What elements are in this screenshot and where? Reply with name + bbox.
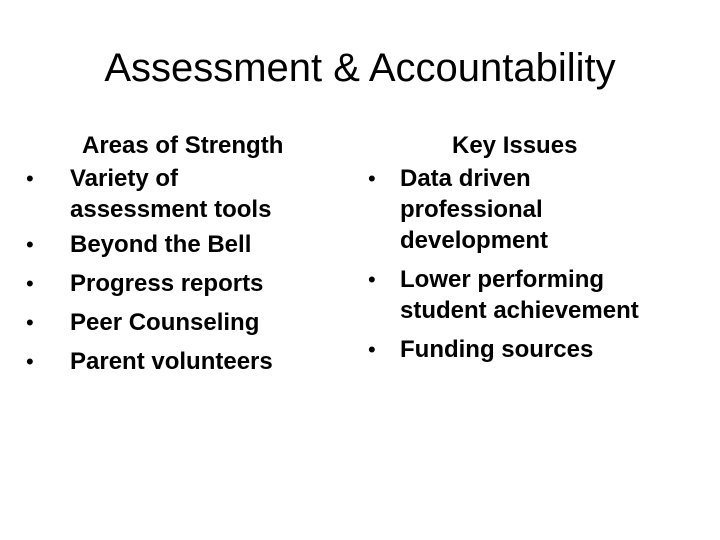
list-item (26, 229, 326, 260)
bullet-icon: • (368, 267, 376, 292)
bullet-icon: • (26, 349, 34, 374)
bullet-icon: • (26, 310, 34, 335)
issue-item-text: Data driven professional development (400, 165, 549, 254)
bullet-icon: • (26, 232, 34, 257)
list-item (26, 163, 326, 225)
list-item (26, 268, 326, 299)
issue-item-text: Funding sources (400, 336, 594, 363)
list-item (368, 264, 706, 326)
strengths-column (26, 130, 326, 387)
bullet-icon: • (26, 166, 34, 191)
list-item (26, 346, 326, 377)
strength-item-text: Peer Counseling (70, 309, 260, 336)
strength-item-text: Beyond the Bell (70, 231, 252, 258)
issue-item-text: Lower performing student achievement (400, 266, 639, 324)
bullet-icon: • (368, 337, 376, 362)
issues-column (368, 130, 706, 375)
bullet-icon: • (26, 271, 34, 296)
strengths-list (26, 163, 326, 377)
list-item (26, 307, 326, 338)
strength-item-text: Parent volunteers (70, 348, 273, 375)
strength-item-text: Variety of assessment tools (70, 165, 272, 223)
slide-title: Assessment & Accountability (104, 46, 616, 90)
bullet-icon: • (368, 166, 376, 191)
issues-list (368, 163, 706, 365)
list-item (368, 334, 706, 365)
issues-heading: Key Issues (452, 132, 578, 159)
list-item (368, 163, 706, 256)
strengths-heading: Areas of Strength (82, 132, 284, 159)
strength-item-text: Progress reports (70, 270, 264, 297)
